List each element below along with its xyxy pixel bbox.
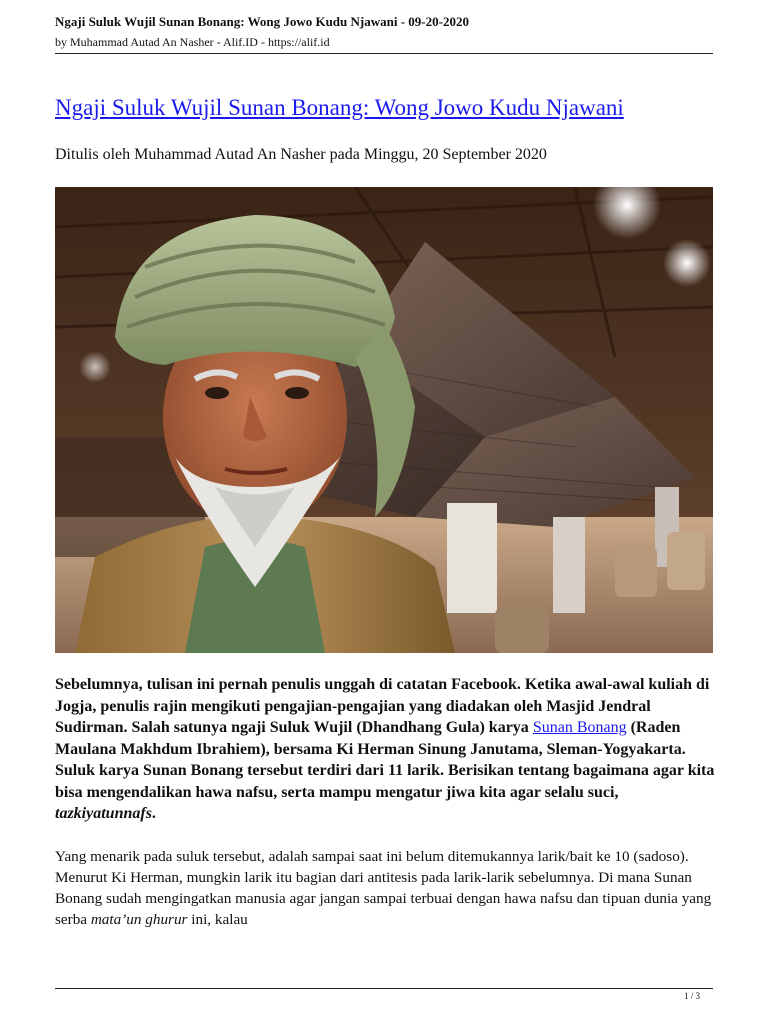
article-meta: Ditulis oleh Muhammad Autad An Nasher pada Minggu, 20 September 2020 <box>55 146 547 163</box>
p1-text-a: Sebelumnya, tulisan ini pernah penulis unggah di catatan Facebook. Ketika awal-awal kuliah di Jogja, penulis rajin mengikuti pengajian-pengajian yang diadakan oleh Masjid Jendral Sudirman. Salah satunya ngaji Suluk Wujil (Dhandhang Gula) karya <box>55 676 710 736</box>
article-title-link[interactable]: Ngaji Suluk Wujil Sunan Bonang: Wong Jowo Kudu Njawani <box>55 95 624 120</box>
header-title: Ngaji Suluk Wujil Sunan Bonang: Wong Jowo Kudu Njawani - 09-20-2020 <box>55 14 469 29</box>
sunan-bonang-link[interactable]: Sunan Bonang <box>532 719 627 736</box>
paragraph-body <box>55 846 715 930</box>
p1-emphasis: tazkiyatunnafs <box>55 805 152 822</box>
header-divider <box>55 53 713 54</box>
header-byline: by Muhammad Autad An Nasher - Alif.ID - https://alif.id <box>55 35 330 49</box>
p1-text-b: (Raden Maulana Makhdum Ibrahiem), bersama Ki Herman Sinung Janutama, Sleman-Yogyakarta. Suluk karya Sunan Bonang tersebut terdiri dari 11 larik. Berisikan tentang bagaimana agar kita bisa mengendalikan hawa nafsu, serta mampu mengatur jiwa kita agar selalu suci, <box>55 719 715 801</box>
paragraph-intro <box>55 674 715 825</box>
footer-divider <box>55 988 713 989</box>
p1-text-c: . <box>151 805 156 822</box>
p2-emphasis: mata’un ghurur <box>90 911 188 928</box>
page-number: 1 / 3 <box>683 991 700 1001</box>
p2-text-a: Yang menarik pada suluk tersebut, adalah sampai saat ini belum ditemukannya larik/bait ke 10 (sadoso). Menurut Ki Herman, mungkin larik itu bagian dari antitesis pada larik-larik sebelumnya. Di mana Sunan Bonang sudah mengingatkan manusia agar jangan sampai terbuai dengan hawa nafsu dan tipuan dunia yang serba <box>55 848 712 928</box>
p2-text-b: ini, kalau <box>187 911 248 928</box>
article-photo <box>55 187 713 653</box>
